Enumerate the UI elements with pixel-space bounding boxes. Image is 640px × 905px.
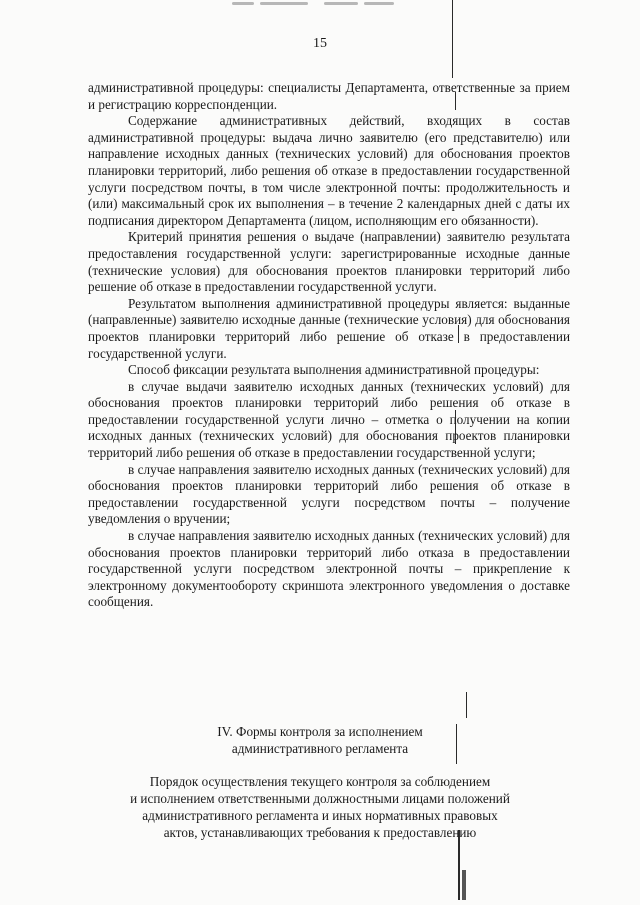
body-text: [88, 80, 570, 611]
section-heading-line: административного регламента: [231, 741, 409, 756]
paragraph: Результатом выполнения административной процедуры является: выданные (направленные) заявителю исходные данные (технические условия) для обоснования проектов планировки территорий либо решение об отказе в предоставлении государственной услуги.: [88, 295, 570, 361]
paragraph: в случае направления заявителю исходных данных (технических условий) для обоснования проектов планировки территорий либо решения об отказе в предоставлении государственной услуги посредством почты – получение уведомления о вручении;: [88, 461, 570, 527]
scan-artifact-line: [462, 870, 466, 900]
section-heading: [0, 723, 640, 757]
subsection-heading-line: актов, устанавливающих требования к предоставлению: [163, 825, 477, 840]
paragraph: административной процедуры: специалисты Департамента, ответственные за прием и регистрацию корреспонденции.: [88, 80, 570, 112]
paragraph: в случае выдачи заявителю исходных данных (технических условий) для обоснования проектов планировки территорий либо решения об отказе в предоставлении государственной услуги лично – отметка о получении на копии исходных данных (технических условий) для обоснования проектов планировки территорий либо решения об отказе в предоставлении государственной услуги;: [88, 378, 570, 461]
scan-artifact-top: [232, 0, 412, 10]
paragraph: Способ фиксации результата выполнения административной процедуры:: [128, 362, 540, 378]
page-number: 15: [313, 36, 327, 51]
paragraph: Критерий принятия решения о выдаче (направлении) заявителю результата предоставления государственной услуги: зарегистрированные исходные данные (технические условия) для обоснования проектов планировки территорий либо решение об отказе в предоставлении государственной услуги.: [88, 229, 570, 295]
subsection-heading-line: и исполнением ответственными должностными лицами положений: [130, 791, 510, 806]
paragraph: Содержание административных действий, входящих в состав административной процедуры: выдача лично заявителю (его представителю) или направление исходных данных (технических условий) для обоснования проектов планировки территорий, либо решения об отказе в предоставлении государственной услуги посредством почты, в том числе электронной почты: продолжительность и (или) максимальный срок их выполнения – в течение 2 календарных дней с даты их подписания директором Департамента (лицом, исполняющим его обязанности).: [88, 113, 570, 228]
subsection-heading-line: административного регламента и иных нормативных правовых: [142, 808, 498, 823]
paragraph: в случае направления заявителю исходных данных (технических условий) для обоснования проектов планировки территорий либо отказа в предоставлении государственной услуги посредством электронной почты – прикрепление к электронному документообороту скриншота электронного уведомления о доставке сообщения.: [88, 528, 570, 610]
subsection-heading: [0, 773, 640, 841]
scan-artifact-line: [466, 692, 467, 718]
section-heading-line: IV. Формы контроля за исполнением: [217, 724, 423, 739]
subsection-heading-line: Порядок осуществления текущего контроля за соблюдением: [149, 774, 491, 789]
